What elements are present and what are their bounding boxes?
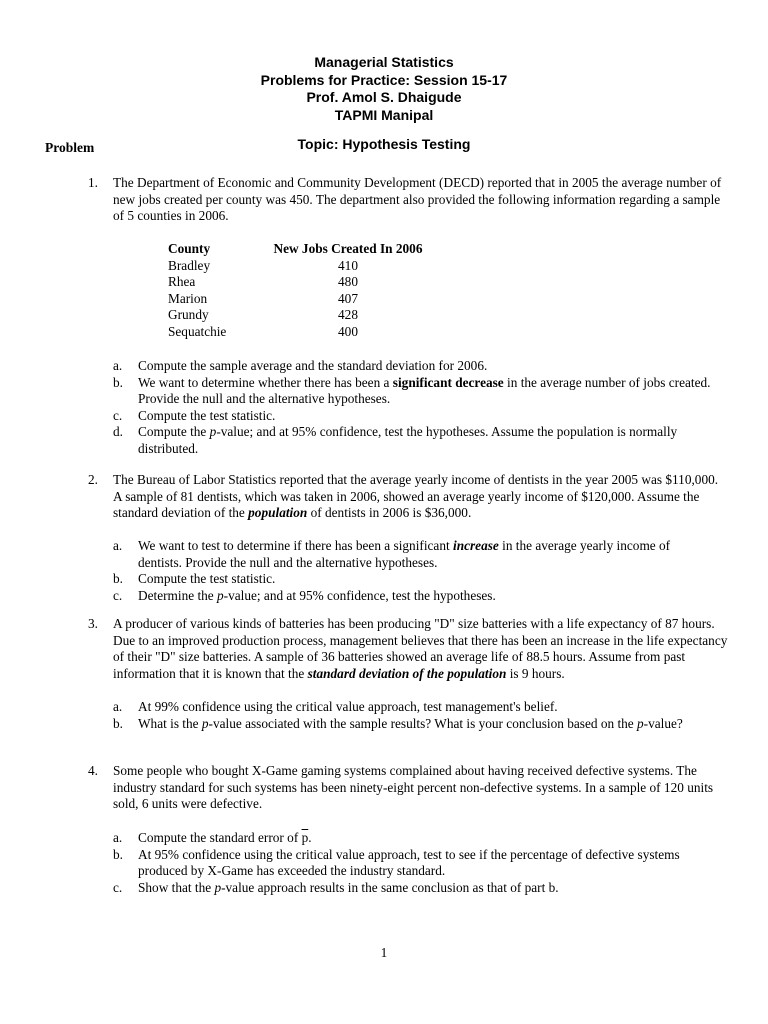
part-text: We want to determine whether there has been a (138, 374, 393, 390)
table-row (168, 258, 428, 275)
p-symbol: p (637, 715, 644, 731)
course-title: Managerial Statistics (314, 54, 454, 70)
question-text-part: The Bureau of Labor Statistics reported that the average yearly income of dentists in the year 2005 was $110,000. A sample of 81 dentists, which was taken in 2006, showed an average yearly income of $120,000. Assume the standard deviation of the (113, 472, 719, 521)
p-symbol: p (214, 879, 222, 895)
part-text: We want to test to determine if there has been a significant (138, 538, 453, 553)
institution-name: TAPMI Manipal (334, 106, 434, 123)
question-text: Some people who bought X-Game gaming systems complained about having received defective systems. The industry standard for such systems has been ninety-eight percent non-defective systems. In a sample of 120 units sold, 6 units were defective. (113, 763, 714, 812)
question-4-parts (113, 830, 713, 896)
topic-heading: Topic: Hypothesis Testing (297, 136, 471, 152)
part-text: Compute the (138, 424, 210, 440)
part-text: What is the (138, 715, 202, 731)
part-b (113, 571, 713, 588)
part-label: a. (113, 538, 123, 553)
column-header-jobs: New Jobs Created In 2006 (273, 241, 423, 256)
session-title: Problems for Practice: Session 15-17 (260, 71, 508, 88)
jobs-cell: 410 (338, 257, 358, 273)
question-3-parts (113, 699, 713, 732)
question-text (113, 472, 728, 522)
table-row (168, 291, 428, 308)
question-text-part: A producer of various kinds of batteries has been producing "D" size batteries with a life expectancy of 87 hours. Due to an improved production process, management believes that there has been an increase in the life expectancy of their "D" size batteries. A sample of 36 batteries showed an average life of 88.5 hours. Assume from past information that it is known that the (113, 616, 728, 681)
jobs-cell: 400 (338, 323, 358, 339)
question-text: The Department of Economic and Community Development (DECD) reported that in 2005 the average number of new jobs created per county was 450. The department also provided the following information regarding a sample of 5 counties in 2006. (113, 175, 722, 224)
part-label: c. (113, 407, 123, 423)
part-text: -value; and at 95% confidence, test the hypotheses. (223, 587, 496, 603)
part-text: -value? (643, 715, 683, 731)
county-cell: Bradley (168, 257, 211, 273)
part-text: -value associated with the sample results? What is your conclusion based on the (208, 715, 638, 731)
question-1-parts (113, 358, 713, 458)
part-label: d. (113, 424, 123, 440)
part-text: -value approach results in the same conclusion as that of part b. (221, 879, 559, 895)
part-text: At 95% confidence using the critical value approach, test to see if the percentage of defective systems produced by X-Game has exceeded the industry standard. (138, 846, 680, 879)
emphasis-text: population (248, 505, 308, 521)
part-c (113, 880, 713, 897)
part-a (113, 358, 713, 375)
page-number: 1 (380, 945, 388, 960)
part-a (113, 699, 713, 716)
county-cell: Sequatchie (168, 323, 227, 339)
question-text-part: of dentists in 2006 is $36,000. (307, 505, 472, 521)
table-row (168, 324, 428, 341)
part-c (113, 588, 713, 605)
part-label: a. (113, 358, 123, 373)
question-number: 4. (88, 763, 98, 778)
table-row (168, 307, 428, 324)
question-2 (88, 472, 728, 522)
jobs-cell: 480 (338, 274, 358, 290)
county-cell: Marion (168, 290, 208, 306)
part-b (113, 847, 713, 880)
part-text: Compute the sample average and the standard deviation for 2006. (138, 358, 488, 373)
part-c (113, 408, 713, 425)
question-1 (88, 175, 728, 225)
question-text (113, 616, 728, 682)
document-header (0, 54, 768, 124)
part-label: c. (113, 587, 123, 603)
part-label: b. (113, 846, 123, 862)
emphasis-text: significant decrease (392, 374, 504, 390)
part-label: a. (113, 699, 123, 714)
emphasis-text: increase (453, 538, 499, 553)
part-label: b. (113, 715, 123, 731)
part-label: b. (113, 571, 123, 587)
jobs-cell: 428 (338, 307, 358, 323)
question-number: 3. (88, 616, 98, 631)
question-text-part: is 9 hours. (506, 665, 565, 681)
question-3 (88, 616, 728, 682)
county-cell: Rhea (168, 274, 196, 290)
problem-label: Problem (45, 140, 95, 155)
question-4 (88, 763, 728, 813)
question-2-parts (113, 538, 713, 604)
county-cell: Grundy (168, 307, 209, 323)
table-row (168, 274, 428, 291)
part-label: c. (113, 879, 123, 895)
emphasis-text: standard deviation of the population (307, 665, 507, 681)
question-number: 2. (88, 472, 98, 487)
part-text: Compute the test statistic. (138, 571, 276, 587)
p-symbol: p (209, 424, 217, 440)
part-text: -value; and at 95% confidence, test the hypotheses. Assume the population is normally distributed. (138, 424, 678, 456)
part-a (113, 830, 713, 847)
part-text: Determine the (138, 587, 218, 603)
part-text: Compute the test statistic. (138, 407, 276, 423)
part-text: Show that the (138, 879, 215, 895)
column-header-county: County (168, 241, 211, 256)
part-a (113, 538, 713, 571)
part-label: b. (113, 374, 123, 390)
county-jobs-table (168, 241, 428, 341)
p-bar-symbol: $\overline{p}$ (301, 830, 309, 845)
part-label: a. (113, 830, 123, 845)
p-symbol: p (217, 587, 224, 603)
part-b (113, 375, 713, 408)
table-header-row (168, 241, 428, 258)
part-b (113, 716, 713, 733)
jobs-cell: 407 (338, 290, 358, 306)
part-text: . (308, 830, 312, 845)
part-text: in the average yearly income of dentists. Provide the null and the alternative hypotheses. (138, 538, 671, 570)
part-text: in the average number of jobs created. Provide the null and the alternative hypotheses. (138, 374, 711, 407)
part-text: Compute the standard error of (138, 830, 302, 845)
part-text: At 99% confidence using the critical value approach, test management's belief. (138, 699, 558, 714)
p-symbol: p (201, 715, 209, 731)
part-d (113, 424, 713, 457)
professor-name: Prof. Amol S. Dhaigude (306, 89, 462, 105)
question-number: 1. (88, 175, 98, 190)
